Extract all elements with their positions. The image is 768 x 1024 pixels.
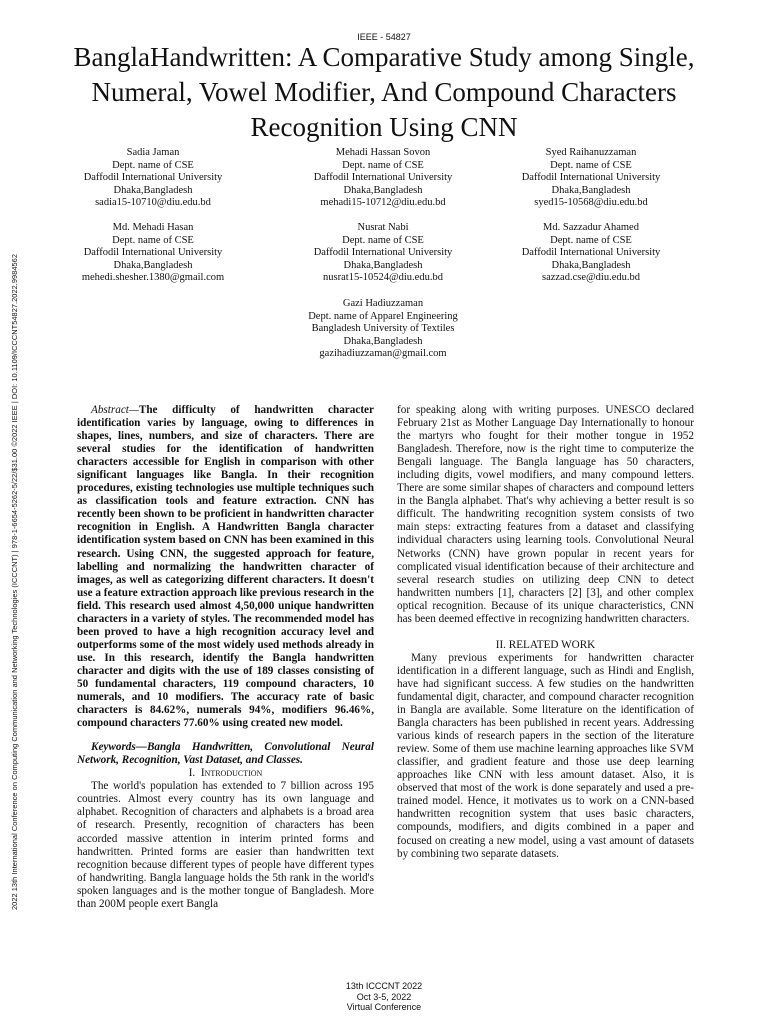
page-footer — [0, 981, 768, 1013]
author-block — [278, 222, 488, 285]
footer-venue: Virtual Conference — [346, 1002, 422, 1012]
author-org: Daffodil International University — [521, 172, 661, 183]
author-org: Bangladesh University of Textiles — [311, 323, 455, 334]
author-location: Dhaka,Bangladesh — [113, 184, 193, 196]
author-org: Daffodil International University — [313, 172, 453, 183]
author-dept: Dept. name of CSE — [342, 234, 424, 246]
author-name: Syed Raihanuzzaman — [545, 147, 637, 158]
author-org: Daffodil International University — [83, 247, 223, 258]
footer-date: Oct 3-5, 2022 — [356, 991, 412, 1002]
footer-conference: 13th ICCCNT 2022 — [345, 981, 423, 991]
author-block — [278, 147, 488, 210]
author-location: Dhaka,Bangladesh — [551, 184, 631, 196]
author-dept: Dept. name of CSE — [550, 159, 632, 171]
section-title: Introduction — [200, 767, 263, 780]
paper-title: BanglaHandwritten: A Comparative Study among Single, Numeral, Vowel Modifier, And Compound Characters Recognition Using CNN — [73, 42, 695, 142]
author-location: Dhaka,Bangladesh — [343, 259, 423, 271]
author-email[interactable]: nusrat15-10524@diu.edu.bd — [323, 272, 443, 283]
abstract — [77, 404, 374, 730]
keywords-text: Bangla Handwritten, Convolutional Neural Network, Recognition, Vast Dataset, and Classes. — [77, 741, 374, 767]
author-org: Daffodil International University — [521, 247, 661, 258]
author-email[interactable]: sazzad.cse@diu.edu.bd — [541, 272, 640, 283]
author-email[interactable]: sadia15-10710@diu.edu.bd — [95, 197, 211, 208]
keywords — [77, 741, 374, 767]
related-work-text: Many previous experiments for handwritten character identification in a different language, such as Hindi and English, have had significant success. A few studies on the handwritten fundamental digit, character, and compound character recognition in Bangla are available. Some literature on the identification of Bangla characters has been published in recent years. Addressing various kinds of research papers in the section of the literature review. Some of them use machine learning approaches like SVM classifier, and gradient feature and those use deep learning approaches like CNN with less amount dataset. Also, it is observed that most of the work is done separately and used a pre-trained model. Hence, it motivates us to work on a CNN-based handwritten recognition system that uses basic characters, compounds, modifiers, and digits combined in a paper and focused on creating a new model, using a vast amount of datasets by combining two separate datasets. — [397, 651, 694, 860]
author-name: Gazi Hadiuzzaman — [342, 298, 424, 309]
author-dept: Dept. name of CSE — [112, 159, 194, 171]
author-name: Md. Sazzadur Ahamed — [543, 222, 639, 233]
introduction-continued: for speaking along with writing purposes. UNESCO declared February 21st as Mother Language Day Internationally to honour the martyrs who fought for their mother tongue in 1952 Bangladesh. Therefore, now is the right time to computerize the Bengali language. The Bangla language has 50 characters, including digits, vowel modifiers, and many compound letters. There are some similar shapes of characters and compound letters in the Bangla alphabet. That's why achieving a better result is so difficult. The handwriting recognition system consists of two main steps: extracting features from a dataset and classifying individual characters using learning tools. Convolutional Neural Networks (CNN) have grown popular in recent years for complicated visual identification because of their architecture and several research studies on utilizing deep CNN to detect handwritten numbers [1], characters [2] [3], and other complex optical recognition. Because of its unique characteristics, CNN has been deemed effective in recognizing handwritten characters. — [397, 404, 694, 625]
author-block — [48, 147, 258, 210]
author-location: Dhaka,Bangladesh — [113, 259, 193, 271]
author-email[interactable]: mehadi15-10712@diu.edu.bd — [320, 197, 446, 208]
author-location: Dhaka,Bangladesh — [343, 184, 423, 196]
section-heading-introduction — [77, 767, 374, 780]
author-org: Daffodil International University — [83, 172, 223, 183]
side-copyright-note: 2022 13th International Conference on Computing Communication and Networking Technologies (ICCCNT) | 978-1-6654-5262-5/22/$31.00 ©2022 IEEE | DOI: 10.1109/ICCCNT54827.2022.9984562 — [10, 254, 19, 910]
right-column — [397, 404, 694, 861]
author-dept: Dept. name of CSE — [342, 159, 424, 171]
author-email[interactable]: mehedi.shesher.1380@gmail.com — [81, 272, 225, 283]
author-dept: Dept. name of CSE — [112, 234, 194, 246]
author-block — [48, 222, 258, 285]
author-block — [486, 222, 696, 285]
author-name: Sadia Jaman — [126, 147, 180, 158]
author-email[interactable]: gazihadiuzzaman@gmail.com — [319, 348, 447, 359]
author-email[interactable]: syed15-10568@diu.edu.bd — [534, 197, 648, 208]
introduction-text: The world's population has extended to 7 billion across 195 countries. Almost every country has its own language and alphabet. Recognition of characters and alphabets is a broad area of research. Presently, recognition of characters has been accorded massive attention in interim printed forms and handwritten. Printed forms are easier than handwritten text recognition because different types of people have different types of handwriting. Bangla language holds the 5th rank in the world's spoken languages and is the mother tongue of Bangladesh. More than 200M people exert Bangla — [77, 780, 374, 910]
left-column — [77, 404, 374, 911]
author-dept: Dept. name of CSE — [550, 234, 632, 246]
author-dept: Dept. name of Apparel Engineering — [308, 310, 458, 322]
keywords-label: Keywords— — [91, 741, 147, 754]
author-block — [486, 147, 696, 210]
author-org: Daffodil International University — [313, 247, 453, 258]
abstract-text: The difficulty of handwritten character identification varies by language, owing to differences in shapes, lines, numbers, and size of characters. There are several studies for the identification of handwritten characters accessible for English in comparison with other significant languages like Bangla. In their recognition procedures, existing technologies use multiple techniques such as classification tools and feature extraction. CNN has recently been shown to be proficient in handwritten character recognition in English. A Handwritten Bangla character identification system based on CNN has been examined in this research. Using CNN, the suggested approach for feature, labelling and normalizing the handwritten character of images, as well as categorizing different characters. It doesn't use a feature extraction approach like previous research in the field. This research used almost 4,50,000 unique handwritten characters in a variety of styles. The recommended model has been proved to have a high recognition accuracy level and outperforms some of the most widely used methods already in use. In this research, identify the Bangla handwritten character and digits with the use of 189 classes consisting of 50 fundamental characters, 119 compound characters, 10 numerals, and 10 modifiers. The accuracy rate of basic characters is 84.62%, numerals 94%, modifiers 96.46%, compound characters 77.60% using created new model. — [77, 404, 374, 730]
section-number: I. — [188, 767, 196, 780]
author-block — [270, 298, 496, 361]
abstract-label: Abstract— — [91, 404, 139, 416]
author-location: Dhaka,Bangladesh — [343, 335, 423, 347]
author-name: Mehadi Hassan Sovon — [335, 147, 431, 158]
author-location: Dhaka,Bangladesh — [551, 259, 631, 271]
author-name: Nusrat Nabi — [357, 222, 409, 233]
section-heading-related-work: II. RELATED WORK — [495, 638, 596, 651]
conference-id: IEEE - 54827 — [357, 32, 411, 42]
author-name: Md. Mehadi Hasan — [112, 222, 194, 233]
